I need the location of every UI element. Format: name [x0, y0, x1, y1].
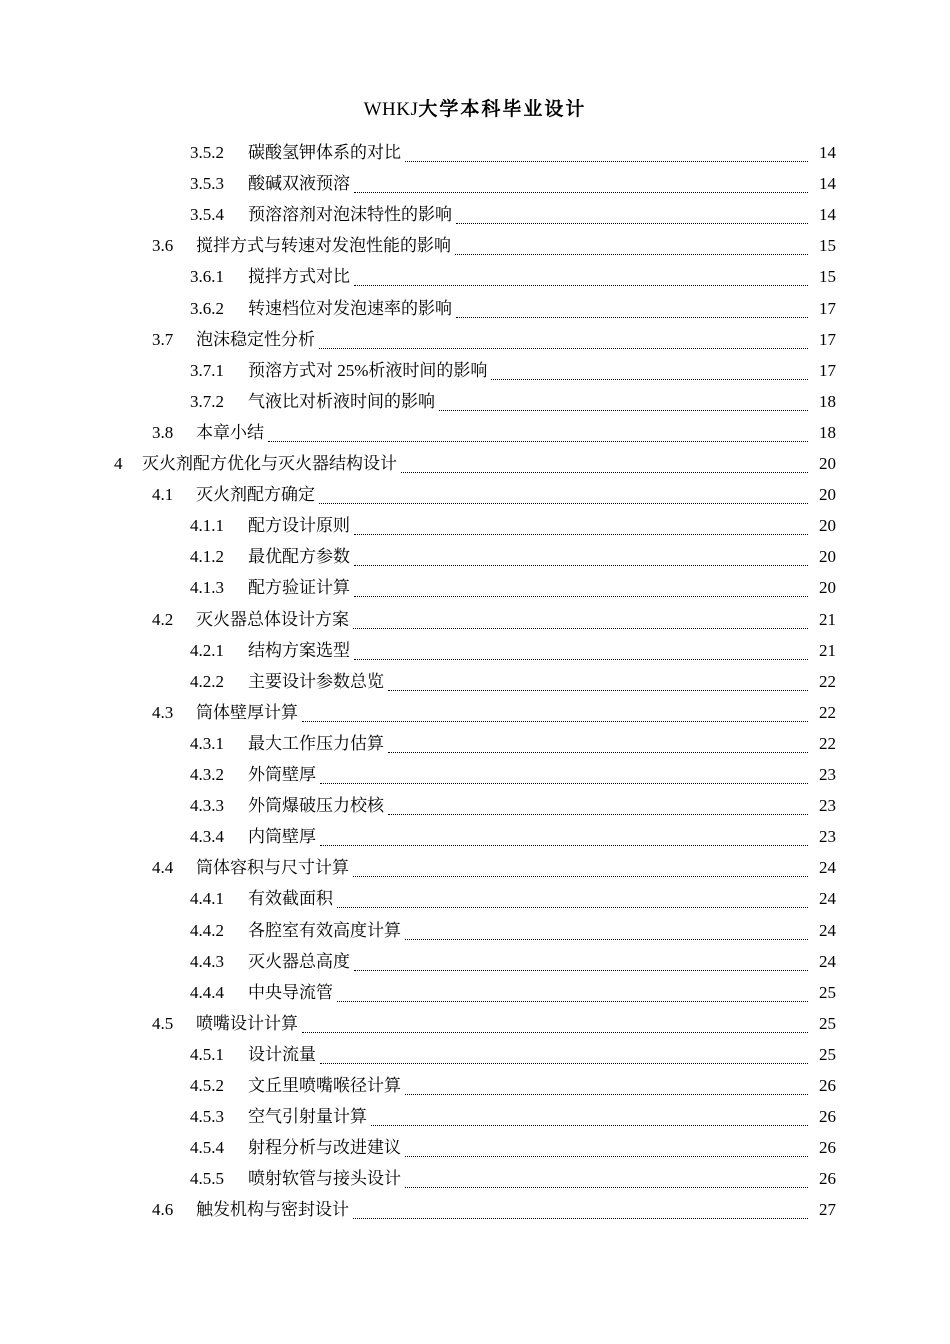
toc-entry-title: 各腔室有效高度计算	[248, 915, 403, 946]
toc-entry-title: 中央导流管	[248, 977, 335, 1008]
toc-entry-leader	[248, 355, 810, 386]
toc-entry-leader	[248, 977, 810, 1008]
toc-entry-page: 23	[819, 796, 836, 816]
toc-entry-page: 24	[819, 858, 836, 878]
toc-entry-leader	[248, 386, 810, 417]
toc-entry-title: 本章小结	[196, 417, 266, 448]
toc-entry-page: 26	[819, 1138, 836, 1158]
dot-leader	[456, 317, 808, 318]
dot-leader	[337, 907, 808, 908]
toc-entry-title: 灭火剂配方确定	[196, 479, 317, 510]
toc-entry-page: 14	[819, 143, 836, 162]
toc-entry-page: 20	[819, 578, 836, 598]
toc-entry-number: 3.7	[152, 329, 174, 349]
toc-entry[interactable]	[0, 1039, 950, 1070]
toc-entry-number: 4.5.1	[190, 1044, 224, 1064]
toc-entry-number: 3.5.2	[190, 143, 224, 162]
toc-entry-leader	[142, 448, 810, 479]
toc-entry-page: 22	[819, 702, 836, 722]
toc-entry-number: 4.2.2	[190, 671, 224, 691]
toc-entry-leader	[196, 1194, 810, 1225]
toc-entry-page: 18	[819, 391, 836, 411]
toc-entry[interactable]	[0, 199, 950, 230]
toc-entry-number: 4.1.2	[190, 547, 224, 567]
dot-leader	[354, 534, 808, 535]
dot-leader	[371, 1125, 808, 1126]
toc-entry-leader	[248, 137, 810, 168]
toc-entry-page: 25	[819, 1044, 836, 1064]
toc-entry-leader	[248, 572, 810, 603]
toc-entry-leader	[248, 261, 810, 292]
toc-entry-title: 设计流量	[248, 1039, 318, 1070]
toc-entry[interactable]	[0, 1008, 950, 1039]
toc-entry-number: 4.3.3	[190, 796, 224, 816]
toc-entry-number: 4.5.3	[190, 1107, 224, 1127]
toc-entry[interactable]	[0, 1163, 950, 1194]
toc-entry-page: 21	[819, 609, 836, 629]
toc-entry-page: 24	[819, 920, 836, 940]
dot-leader	[302, 1032, 808, 1033]
toc-entry[interactable]	[0, 852, 950, 883]
toc-entry-number: 4.1.1	[190, 516, 224, 536]
toc-entry-leader	[248, 541, 810, 572]
dot-leader	[354, 970, 808, 971]
toc-entry-number: 4.5.4	[190, 1138, 224, 1158]
toc-entry-number: 4	[114, 454, 123, 473]
toc-entry-page: 25	[819, 1013, 836, 1033]
toc-entry[interactable]	[0, 137, 950, 168]
toc-entry-title: 最优配方参数	[248, 541, 352, 572]
toc-entry-number: 3.8	[152, 422, 174, 442]
toc-entry-leader	[248, 1163, 810, 1194]
toc-entry-page: 14	[819, 205, 836, 225]
toc-entry[interactable]	[0, 479, 950, 510]
dot-leader	[319, 503, 808, 504]
toc-entry[interactable]	[0, 604, 950, 635]
toc-entry-title: 配方设计原则	[248, 510, 352, 541]
toc-entry-title: 预溶方式对 25%析液时间的影响	[248, 355, 489, 386]
toc-entry-title: 转速档位对发泡速率的影响	[248, 293, 454, 324]
toc-entry-title: 预溶溶剂对泡沫特性的影响	[248, 199, 454, 230]
toc-entry-title: 搅拌方式与转速对发泡性能的影响	[196, 230, 453, 261]
toc-entry-page: 20	[819, 547, 836, 567]
dot-leader	[354, 285, 808, 286]
toc-entry[interactable]	[0, 977, 950, 1008]
toc-entry-title: 酸碱双液预溶	[248, 168, 352, 199]
toc-entry-leader	[248, 946, 810, 977]
toc-entry-leader	[248, 915, 810, 946]
dot-leader	[353, 876, 808, 877]
toc-entry-leader	[248, 510, 810, 541]
toc-entry[interactable]	[0, 1070, 950, 1101]
toc-entry-page: 14	[819, 174, 836, 194]
toc-entry-page: 26	[819, 1107, 836, 1127]
toc-entry-leader	[196, 417, 810, 448]
dot-leader	[320, 783, 808, 784]
toc-entry[interactable]	[0, 417, 950, 448]
dot-leader	[354, 565, 808, 566]
toc-entry-leader	[196, 230, 810, 261]
toc-entry-page: 23	[819, 827, 836, 847]
toc-entry-title: 触发机构与密封设计	[196, 1194, 351, 1225]
toc-entry-title: 筒体壁厚计算	[196, 697, 300, 728]
toc-entry-number: 4.4.1	[190, 889, 224, 909]
toc-entry-page: 23	[819, 765, 836, 784]
dot-leader	[401, 472, 808, 473]
toc-entry-leader	[196, 479, 810, 510]
toc-entry-page: 18	[819, 422, 836, 442]
toc-entry[interactable]	[0, 386, 950, 417]
toc-entry-number: 4.3	[152, 702, 174, 722]
toc-entry-leader	[248, 199, 810, 230]
toc-entry-title: 外筒爆破压力校核	[248, 790, 386, 821]
toc-entry-page: 20	[819, 485, 836, 505]
toc-entry-page: 22	[819, 671, 836, 691]
toc-entry-title: 气液比对析液时间的影响	[248, 386, 437, 417]
toc-entry[interactable]	[0, 728, 950, 759]
toc-entry-number: 4.2.1	[190, 640, 224, 660]
toc-entry-page: 20	[819, 516, 836, 536]
toc-entry-page: 17	[819, 329, 836, 349]
toc-entry-leader	[248, 790, 810, 821]
toc-entry-number: 4.1	[152, 485, 174, 505]
toc-entry-title: 泡沫稳定性分析	[196, 324, 317, 355]
toc-entry-leader	[196, 324, 810, 355]
toc-entry-title: 文丘里喷嘴喉径计算	[248, 1070, 403, 1101]
toc-entry[interactable]	[0, 1132, 950, 1163]
toc-entry[interactable]	[0, 572, 950, 603]
dot-leader	[388, 690, 808, 691]
toc-entry-page: 17	[819, 360, 836, 380]
toc-entry-number: 4.2	[152, 609, 174, 629]
toc-entry-leader	[196, 1008, 810, 1039]
toc-entry-leader	[248, 1101, 810, 1132]
toc-entry-leader	[248, 821, 810, 852]
toc-entry-leader	[248, 1132, 810, 1163]
toc-entry-page: 15	[819, 236, 836, 256]
toc-entry[interactable]	[0, 355, 950, 386]
toc-entry-page: 22	[819, 733, 836, 753]
toc-entry-page: 27	[819, 1200, 836, 1220]
toc-entry-title: 喷嘴设计计算	[196, 1008, 300, 1039]
dot-leader	[353, 628, 808, 629]
toc-entry-title: 有效截面积	[248, 883, 335, 914]
toc-entry[interactable]	[0, 697, 950, 728]
toc-entry-title: 喷射软管与接头设计	[248, 1163, 403, 1194]
toc-entry-title: 碳酸氢钾体系的对比	[248, 137, 403, 168]
toc-entry-title: 筒体容积与尺寸计算	[196, 852, 351, 883]
toc-entry-title: 灭火器总高度	[248, 946, 352, 977]
toc-entry-leader	[248, 168, 810, 199]
toc-entry-number: 4.4	[152, 858, 174, 878]
dot-leader	[320, 845, 808, 846]
toc-entry[interactable]	[0, 293, 950, 324]
dot-leader	[268, 441, 808, 442]
toc-entry-number: 4.3.1	[190, 733, 224, 753]
toc-entry[interactable]	[0, 261, 950, 292]
dot-leader	[319, 348, 808, 349]
toc-entry-number: 4.4.4	[190, 982, 224, 1002]
toc-entry-leader	[248, 1039, 810, 1070]
toc-entry-number: 3.7.1	[190, 360, 224, 380]
toc-entry-page: 25	[819, 982, 836, 1002]
toc-entry-number: 3.6.2	[190, 298, 224, 318]
toc-entry-leader	[248, 883, 810, 914]
toc-entry-leader	[248, 728, 810, 759]
dot-leader	[388, 752, 808, 753]
dot-leader	[302, 721, 808, 722]
toc-entry-leader	[196, 697, 810, 728]
toc-entry-leader	[248, 635, 810, 666]
toc-entry-title: 灭火剂配方优化与灭火器结构设计	[142, 448, 399, 479]
toc-entry-page: 26	[819, 1169, 836, 1189]
toc-entry-leader	[196, 604, 810, 635]
toc-entry-title: 灭火器总体设计方案	[196, 604, 351, 635]
toc-entry[interactable]	[0, 448, 950, 479]
toc-entry[interactable]	[0, 821, 950, 852]
toc-entry-leader	[248, 666, 810, 697]
toc-entry[interactable]	[0, 790, 950, 821]
toc-entry[interactable]	[0, 168, 950, 199]
toc-entry-number: 4.4.2	[190, 920, 224, 940]
toc-entry-number: 3.5.4	[190, 205, 224, 225]
toc-entry[interactable]	[0, 635, 950, 666]
dot-leader	[405, 1094, 808, 1095]
dot-leader	[354, 659, 808, 660]
dot-leader	[491, 379, 808, 380]
dot-leader	[337, 1001, 808, 1002]
toc-entry-number: 3.7.2	[190, 391, 224, 411]
toc-entry-leader	[248, 1070, 810, 1101]
toc-entry[interactable]	[0, 666, 950, 697]
toc-entry-title: 结构方案选型	[248, 635, 352, 666]
toc-entry-number: 4.5.2	[190, 1076, 224, 1095]
toc-entry[interactable]	[0, 759, 950, 790]
dot-leader	[405, 1187, 808, 1188]
toc-entry-page: 17	[819, 298, 836, 318]
toc-entry-page: 21	[819, 640, 836, 660]
dot-leader	[456, 223, 808, 224]
dot-leader	[405, 939, 808, 940]
toc-entry-leader	[196, 852, 810, 883]
toc-entry-number: 3.6.1	[190, 267, 224, 287]
toc-entry-number: 4.4.3	[190, 951, 224, 971]
toc-entry-number: 4.3.2	[190, 765, 224, 784]
page-header	[0, 94, 950, 121]
toc-entry-leader	[248, 293, 810, 324]
toc-entry[interactable]	[0, 883, 950, 914]
dot-leader	[353, 1218, 808, 1219]
dot-leader	[320, 1063, 808, 1064]
toc-entry-title: 射程分析与改进建议	[248, 1132, 403, 1163]
header-prefix: WHKJ	[363, 99, 419, 120]
toc-entry[interactable]	[0, 915, 950, 946]
toc-entry-number: 4.6	[152, 1200, 174, 1220]
toc-entry-leader	[248, 759, 810, 790]
toc-entry-title: 主要设计参数总览	[248, 666, 386, 697]
toc-entry-page: 15	[819, 267, 836, 287]
dot-leader	[354, 596, 808, 597]
toc-entry-number: 4.1.3	[190, 578, 224, 598]
toc-entry[interactable]	[0, 946, 950, 977]
toc-entry-title: 内筒壁厚	[248, 821, 318, 852]
toc-entry-title: 配方验证计算	[248, 572, 352, 603]
dot-leader	[455, 254, 808, 255]
dot-leader	[405, 1156, 808, 1157]
toc-entry[interactable]	[0, 1194, 950, 1225]
toc-entry[interactable]	[0, 324, 950, 355]
toc-entry-page: 24	[819, 889, 836, 909]
toc-entry-title: 最大工作压力估算	[248, 728, 386, 759]
toc-entry-number: 3.6	[152, 236, 174, 256]
toc-entry-number: 4.5	[152, 1013, 174, 1033]
toc-entry[interactable]	[0, 510, 950, 541]
toc-entry-title: 空气引射量计算	[248, 1101, 369, 1132]
toc-entry-page: 26	[819, 1076, 836, 1095]
toc-entry-number: 4.3.4	[190, 827, 224, 847]
dot-leader	[388, 814, 808, 815]
toc-entry-page: 24	[819, 951, 836, 971]
toc-entry-number: 4.5.5	[190, 1169, 224, 1189]
toc-entry[interactable]	[0, 1101, 950, 1132]
dot-leader	[354, 192, 808, 193]
toc-entry-title: 搅拌方式对比	[248, 261, 352, 292]
dot-leader	[405, 161, 808, 162]
header-university: 大学本科毕业设计	[418, 99, 587, 120]
toc-entry[interactable]	[0, 541, 950, 572]
toc-entry-title: 外筒壁厚	[248, 759, 318, 790]
toc-entry-number: 3.5.3	[190, 174, 224, 194]
toc-entry-page: 20	[819, 454, 836, 473]
toc-entry[interactable]	[0, 230, 950, 261]
dot-leader	[439, 410, 808, 411]
